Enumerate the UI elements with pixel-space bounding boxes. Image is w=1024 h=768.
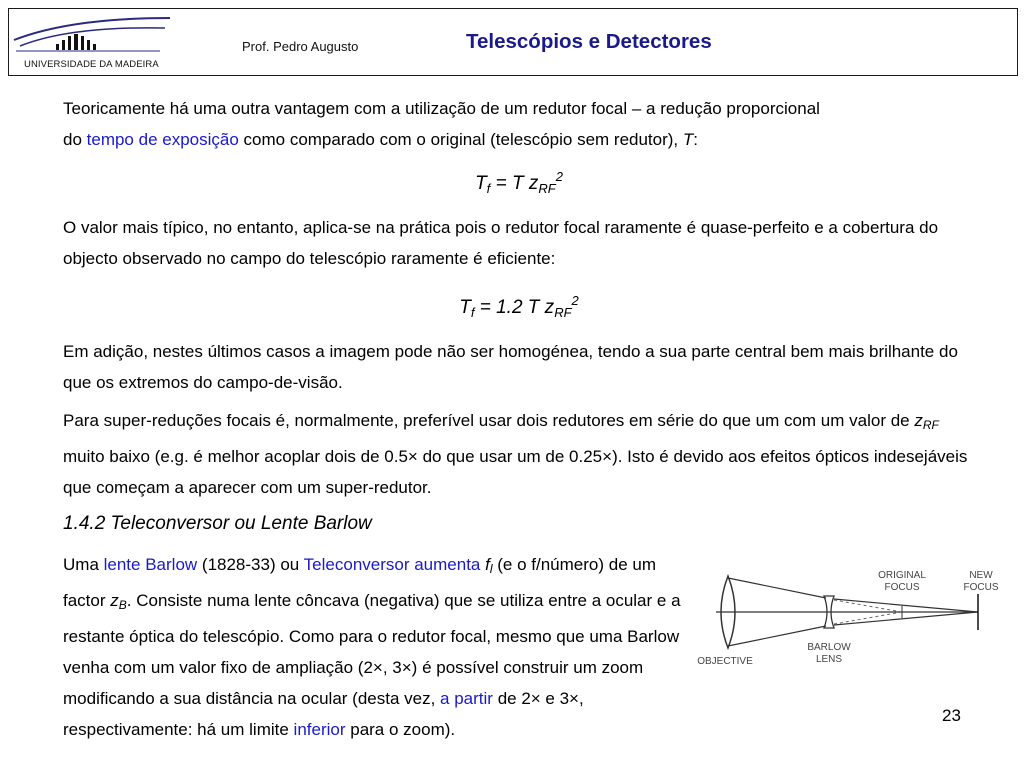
paragraph-1-colon: : <box>693 130 699 149</box>
paragraph-1-do: do <box>63 130 87 149</box>
paragraph-5-mid3: . Consiste numa lente côncava (negativa) que se utiliza entre a ocular e a restante óptica do telescópio. Como para o redutor focal, mesmo que uma Barlow venha com um valor fixo de ampliação (2×, 3×) é possível construir um zoom modificando a sua distância na ocular (desta vez, <box>63 591 681 708</box>
label-objective: OBJECTIVE <box>697 656 753 667</box>
author-name: Prof. Pedro Augusto <box>242 39 359 54</box>
label-new-focus: NEW FOCUS <box>963 570 999 593</box>
link-teleconversor-aumenta[interactable]: Teleconversor aumenta <box>303 555 481 574</box>
paragraph-3: Em adição, nestes últimos casos a imagem pode não ser homogénea, tendo a sua parte central bem mais brilhante do que os extremos do campo-de-visão. <box>63 342 958 392</box>
paragraph-5-mid1: (1828-33) ou <box>197 555 304 574</box>
formula-2-exp: 2 <box>571 293 579 308</box>
formula-1-t: T <box>475 173 487 194</box>
page-number: 23 <box>942 706 961 725</box>
symbol-z-b <box>110 591 127 610</box>
paragraph-4-a: Para super-reduções focais é, normalmente, preferível usar dois redutores em série do que um com um valor de <box>63 411 915 430</box>
paragraph-1-line1: Teoricamente há uma outra vantagem com a utilização de um redutor focal – a redução proporcional <box>63 99 820 118</box>
formula-1 <box>63 162 975 204</box>
paragraph-5-mid4: de 2× e 3×, respectivamente: há um limite <box>63 689 584 739</box>
paragraph-1 <box>63 93 975 155</box>
formula-2-sub-f: f <box>470 305 475 320</box>
formula-2-t: T <box>459 297 471 318</box>
paragraph-5-mid2: (e o f/número) de um factor <box>63 555 656 610</box>
paragraph-4-sub-rf: RF <box>922 418 939 432</box>
formula-2-sub-rf: RF <box>554 305 572 320</box>
slide-title: Telescópios e Detectores <box>466 30 712 53</box>
formula-1-exp: 2 <box>555 169 563 184</box>
paragraph-5-uma: Uma <box>63 555 104 574</box>
university-logo-icon <box>10 10 175 60</box>
university-logo <box>10 10 170 72</box>
ray-top <box>728 578 826 598</box>
formula-2 <box>63 286 975 328</box>
paragraph-4 <box>63 405 975 503</box>
link-inferior[interactable]: inferior <box>293 720 346 739</box>
label-barlow-lens: BARLOW LENS <box>807 642 851 665</box>
paragraph-4-b: muito baixo (e.g. é melhor acoplar dois de 0.5× do que usar um de 0.25×). Isto é devido aos efeitos ópticos indesejáveis que começam a aparecer com um super-redutor. <box>63 447 968 497</box>
new-ray-bottom <box>834 612 978 625</box>
formula-1-mid: = T z <box>490 173 539 194</box>
barlow-lens-diagram <box>688 558 1008 678</box>
paragraph-4-z: z <box>914 411 923 430</box>
link-a-partir[interactable]: a partir <box>440 689 493 708</box>
link-tempo-exposicao[interactable]: tempo de exposição <box>86 130 239 149</box>
formula-1-sub-f: f <box>486 181 491 196</box>
link-lente-barlow[interactable]: lente Barlow <box>103 555 198 574</box>
paragraph-2: O valor mais típico, no entanto, aplica-se na prática pois o redutor focal raramente é quase-perfeito e a cobertura do objecto observado no campo do telescópio raramente é eficiente: <box>63 218 939 268</box>
paragraph-5-end: para o zoom). <box>345 720 456 739</box>
formula-2-mid: = 1.2 T z <box>474 297 555 318</box>
formula-1-sub-rf: RF <box>538 181 556 196</box>
paragraph-1-rest: como comparado com o original (telescópio sem redutor), <box>238 130 683 149</box>
new-ray-top <box>834 599 978 612</box>
paragraph-5-z: z <box>110 591 119 610</box>
paragraph-5-f: f <box>485 555 490 574</box>
slide-body <box>63 93 975 540</box>
label-original-focus: ORIGINAL FOCUS <box>878 570 926 593</box>
symbol-z-rf <box>914 411 939 430</box>
paragraph-5 <box>63 549 683 745</box>
paragraph-5-sub-l: l <box>489 562 493 576</box>
section-heading: 1.4.2 Teleconversor ou Lente Barlow <box>63 513 372 534</box>
symbol-t: T <box>682 130 694 149</box>
paragraph-5-sub-b: B <box>118 598 127 612</box>
symbol-f-l <box>485 555 492 574</box>
university-name: UNIVERSIDADE DA MADEIRA <box>24 59 159 70</box>
